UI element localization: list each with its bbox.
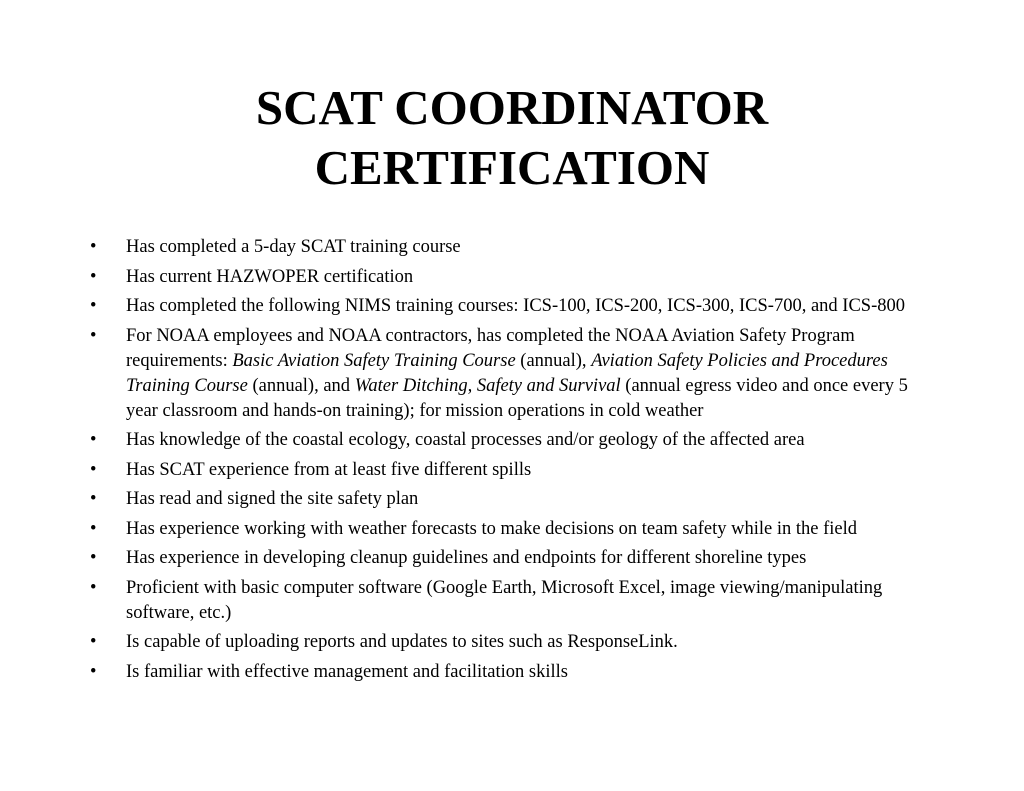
text-segment: Has knowledge of the coastal ecology, coastal processes and/or geology of the affected area (126, 430, 805, 450)
text-segment: Has completed the following NIMS training courses: ICS-100, ICS-200, ICS-300, ICS-700, and ICS-800 (126, 296, 905, 316)
text-segment: (annual egress video and once every 5 year classroom and hands-on training); for mission operations in cold weather (126, 375, 908, 421)
text-segment: For NOAA employees and NOAA contractors, has completed the NOAA Aviation Safety Program requirements: (126, 325, 855, 371)
list-item (90, 235, 940, 260)
bullet-icon: • (90, 518, 97, 539)
list-item (90, 576, 940, 626)
text-segment: Is capable of uploading reports and updates to sites such as ResponseLink. (126, 632, 678, 652)
bullet-icon: • (90, 325, 97, 346)
text-segment: Proficient with basic computer software (Google Earth, Microsoft Excel, image viewing/manipulating software, etc.) (126, 577, 883, 623)
course-name: Water Ditching, Safety and Survival (354, 375, 621, 396)
text-segment: Has completed a 5-day SCAT training course (126, 237, 461, 257)
list-item (90, 487, 940, 512)
bullet-icon: • (90, 266, 97, 287)
list-item-text (126, 662, 568, 682)
title-line-1: SCAT COORDINATOR (255, 80, 769, 135)
text-segment: Has read and signed the site safety plan (126, 489, 419, 509)
list-item-text (126, 519, 857, 539)
list-item-text (126, 296, 905, 316)
list-item-text (126, 237, 461, 257)
text-segment: Has current HAZWOPER certification (126, 266, 414, 287)
bullet-icon: • (90, 632, 97, 652)
bullet-icon: • (90, 237, 97, 257)
list-item-text (126, 489, 418, 509)
list-item-text (126, 460, 531, 480)
list-item (90, 546, 940, 571)
list-item-text (126, 632, 678, 652)
list-item (90, 324, 940, 424)
list-item (90, 458, 940, 483)
list-item (90, 517, 940, 542)
list-item (90, 428, 940, 453)
bullet-icon: • (90, 459, 97, 480)
course-name: Basic Aviation Safety Training Course (232, 350, 516, 371)
bullet-icon: • (90, 577, 97, 598)
list-item-text (126, 326, 908, 421)
bullet-icon: • (90, 489, 97, 509)
title-line-2: CERTIFICATION (314, 140, 710, 195)
list-item-text (126, 578, 882, 623)
bullet-icon: • (90, 661, 97, 682)
list-item-text (126, 430, 805, 450)
text-segment: (annual), and (247, 375, 355, 396)
list-item (90, 630, 940, 655)
bullet-icon: • (90, 430, 97, 450)
list-item-text (126, 548, 806, 568)
text-segment: Has experience working with weather forecasts to make decisions on team safety while in the field (126, 518, 858, 539)
text-segment: (annual), (515, 350, 592, 371)
text-segment: Is familiar with effective management and facilitation skills (126, 661, 568, 682)
bullet-icon: • (90, 296, 97, 316)
page-title (0, 78, 1024, 198)
requirements-list (90, 235, 940, 689)
text-segment: Has SCAT experience from at least five different spills (126, 459, 532, 480)
list-item (90, 265, 940, 290)
text-segment: Has experience in developing cleanup guidelines and endpoints for different shoreline types (126, 548, 807, 568)
list-item (90, 660, 940, 685)
list-item-text (126, 267, 413, 287)
list-item (90, 294, 940, 319)
course-name: Aviation Safety Policies and Procedures Training Course (126, 350, 888, 396)
bullet-icon: • (90, 548, 97, 568)
